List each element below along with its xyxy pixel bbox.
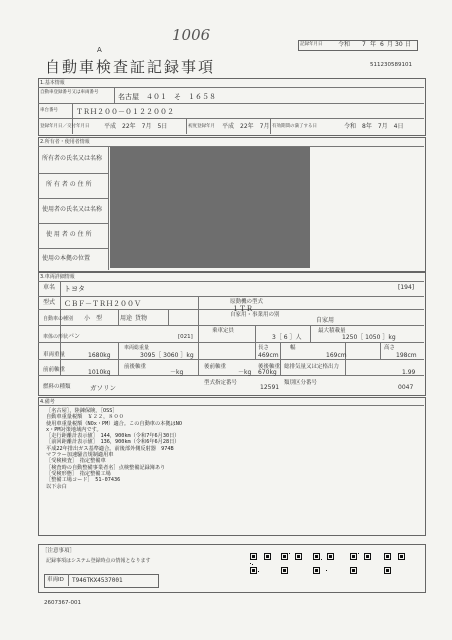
gross-value: 3095［ 3060 ］kg — [140, 352, 194, 359]
footer-code: 2607367-001 — [44, 600, 81, 606]
remark-line: 以下余白 — [46, 483, 67, 490]
engine-label: 原動機の型式 — [230, 299, 264, 305]
fr-axle-value: －kg — [170, 369, 184, 376]
width-value: 169cm — [326, 352, 347, 359]
remark-line: ［走行距離計表示値］ 144，900km（令和7年6月30日） — [46, 433, 180, 440]
type-value: ＣＢＦ－ＴＲＨ２００Ｖ — [64, 300, 141, 308]
maxload-value: 1250［ 1050 ］kg — [342, 334, 396, 341]
remark-line: ［受検形態］ 指定整備工場 — [46, 470, 111, 477]
notes-text: 記録事項はシステム登録時点の情報となります — [46, 558, 151, 564]
chassis-label: 車台番号 — [40, 108, 58, 113]
section4-heading: 4.備考 — [40, 399, 55, 405]
reg-date-value: 平成 22年 7月 5日 — [104, 123, 168, 130]
displacement-label: 総排気量又は定格出力 — [284, 364, 340, 370]
record-date-label: 記録年月日 — [300, 42, 323, 47]
qr-code-icon — [384, 553, 405, 574]
vehicle-id-label: 車両ID — [47, 577, 64, 583]
first-reg-value: 平成 22年 7月 — [222, 123, 270, 130]
kind-label: 自動車の種別 — [43, 316, 74, 322]
remarks-list — [46, 408, 182, 490]
model-number-value: 12591 — [260, 384, 280, 391]
plate-value: 名古屋 ４０１ そ １６５８ — [118, 93, 216, 101]
maker-code: [194] — [398, 284, 415, 291]
vehicle-id-value: T946TKX4537001 — [72, 577, 123, 584]
ff-axle-label: 前前軸重 — [43, 367, 66, 373]
section3-heading: 3.車両詳細情報 — [40, 274, 75, 280]
ff-axle-value: 1010kg — [88, 369, 111, 376]
weight-value: 1680kg — [88, 352, 111, 359]
rf-axle-label: 後前軸重 — [204, 364, 227, 370]
fuel-label: 燃料の種類 — [43, 384, 71, 390]
expiry-value: 令和 8年 7月 4日 — [344, 123, 404, 130]
purpose-value: 自家用 — [316, 317, 335, 324]
body-label: 車体の形状 — [43, 334, 69, 340]
displacement-value: 1.99 — [402, 369, 416, 376]
base-location-label: 使用の本拠の位置 — [42, 255, 91, 262]
rr-axle-label: 後後軸重 — [258, 364, 281, 370]
maker-value: トヨタ — [64, 285, 85, 293]
record-date-month-unit: 月 — [387, 40, 394, 48]
length-label: 長さ — [258, 345, 270, 351]
chassis-value: ＴＲＨ２００－０１２２００２ — [76, 108, 174, 116]
class-number-value: 0047 — [398, 384, 414, 391]
qr-code-icon — [281, 553, 302, 574]
record-date-era: 令和 — [338, 40, 351, 48]
record-date-month: 6 — [380, 40, 384, 48]
remark-line: マフラー加速騒音規制適用車 — [46, 452, 114, 459]
fr-axle-label: 前後軸重 — [124, 364, 147, 370]
notes-heading: ［注意事項］ — [42, 548, 76, 554]
length-value: 469cm — [258, 352, 279, 359]
remark-line: 自動車重量税額 ￥２２，８００ — [46, 414, 124, 421]
page-title: 自動車検査証記録事項 — [45, 58, 216, 76]
doc-number: 511230589101 — [370, 62, 412, 68]
type-label: 型式 — [43, 299, 56, 306]
purpose-label: 自家用・事業用の別 — [230, 312, 280, 318]
section1-heading: 1.基本情報 — [40, 80, 65, 86]
capacity-value: 3［ 6 ］人 — [272, 334, 302, 341]
record-date-day-unit: 日 — [405, 40, 412, 48]
record-date-year-unit: 年 — [370, 40, 377, 48]
remark-line: ［検査時の自動整備事業者名］点検整備記録簿あり — [46, 464, 166, 471]
remark-line: ［前回距離計表示値］ 136，900km（令和6年6月28日） — [46, 439, 180, 446]
remark-line: 平成22年排出ガス基準適合。前後部外側反射器 974B — [46, 445, 174, 452]
section2-heading: 2.所有者・使用者情報 — [40, 139, 90, 145]
maker-label: 車名 — [43, 284, 56, 291]
maxload-label: 最大積載量 — [318, 328, 346, 334]
remark-line: ［整備工場コード］ 51-07436 — [46, 477, 121, 484]
body-code: [021] — [178, 334, 193, 340]
plate-label: 自動車登録番号又は車両番号 — [40, 90, 99, 95]
weight-label: 車両重量 — [43, 352, 66, 358]
rf-axle-value: －kg — [238, 369, 252, 376]
height-value: 198cm — [396, 352, 417, 359]
class-number-label: 類別区分番号 — [284, 380, 318, 386]
use-value: 貨物 — [135, 315, 148, 322]
rr-axle-value: 670kg — [258, 369, 277, 376]
body-value: バン — [68, 333, 81, 340]
capacity-label: 乗車定員 — [212, 328, 235, 334]
model-number-label: 型式指定番号 — [204, 380, 238, 386]
owner-address-label: 所 有 者 の 住 所 — [46, 181, 92, 188]
handwritten-number: 1006 — [172, 26, 211, 44]
engine-value: １ＴＲ — [232, 305, 253, 313]
mark-a: A — [97, 46, 102, 54]
qr-code-icon — [350, 553, 371, 574]
remark-line: 使用車重量税額（NOx・PM）適合。この自動車の本拠はNO — [46, 420, 182, 427]
reg-date-label: 登録年月日／交付年月日 — [40, 124, 90, 129]
height-label: 高さ — [384, 345, 396, 351]
kind-value: 小 型 — [84, 315, 103, 322]
user-address-label: 使 用 者 の 住 所 — [46, 231, 92, 238]
remark-line: ［受検検査］ 指定整備車 — [46, 458, 106, 465]
first-reg-label: 初度登録年月 — [188, 124, 215, 129]
remark-line: ［名古屋］，陸錬保険，［OSS］ — [46, 408, 118, 414]
remark-line: x・PM対策地域内です。 — [46, 426, 102, 433]
qr-code-icon — [313, 553, 334, 574]
user-name-label: 使用者の氏名又は名称 — [42, 206, 103, 213]
use-label: 用途 — [120, 315, 133, 322]
record-date-day: 30 — [395, 40, 403, 48]
width-label: 幅 — [290, 345, 296, 351]
expiry-label: 有効期間の満了する日 — [272, 124, 317, 129]
fuel-value: ガソリン — [90, 384, 116, 392]
redacted-block — [110, 147, 310, 268]
owner-name-label: 所有者の氏名又は名称 — [42, 155, 103, 162]
record-date-year: 7 — [362, 40, 366, 48]
gross-label: 車両総重量 — [124, 345, 150, 351]
qr-code-icon — [250, 553, 271, 574]
